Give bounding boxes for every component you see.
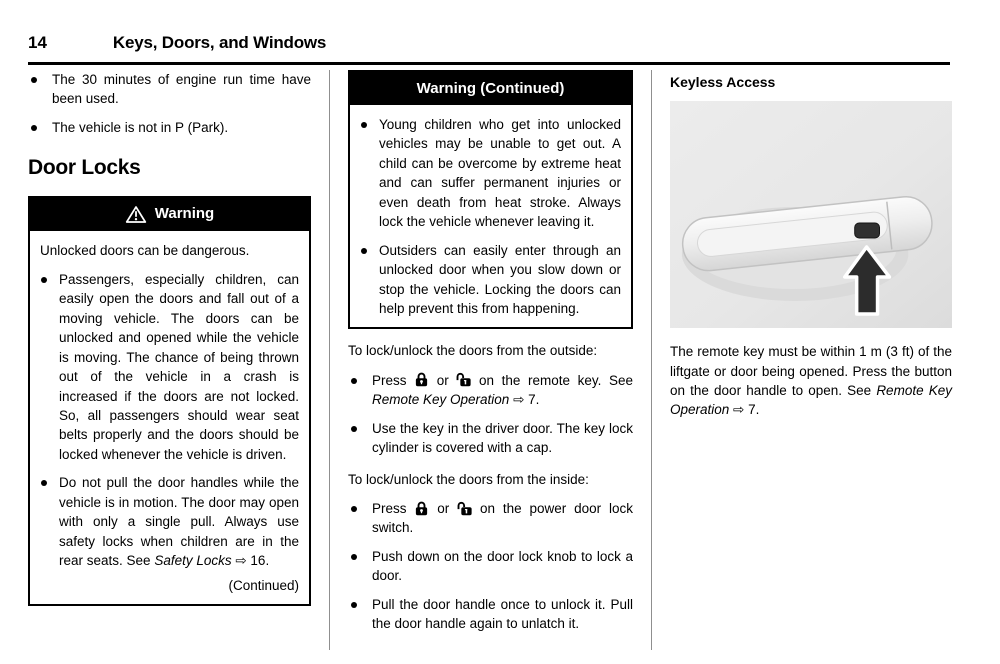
outside-bullet-list: [348, 371, 633, 458]
text-run: or: [429, 501, 458, 516]
text-run: Remote Key Operation: [372, 392, 510, 408]
door-handle-figure: [670, 101, 952, 328]
text-run: Press: [372, 501, 415, 516]
warning-intro: Unlocked doors can be dangerous.: [40, 242, 250, 258]
lock-open-icon: [457, 501, 472, 516]
section-heading-door-locks: Door Locks: [28, 156, 141, 180]
warning-continued-bullet-list: [360, 115, 621, 318]
warning-bullet-list: [40, 270, 299, 571]
text-run: The 30 minutes of engine run time have been used.: [52, 72, 311, 107]
continued-label: (Continued): [228, 577, 299, 593]
lock-open-icon: [456, 372, 471, 387]
lock-closed-icon: [414, 372, 429, 387]
page-title: Keys, Doors, and Windows: [112, 32, 327, 52]
left-column: [28, 70, 311, 650]
column-divider: [651, 70, 652, 650]
text-run: The vehicle is not in P (Park).: [52, 119, 229, 135]
text-run: ⇨ 7.: [729, 402, 760, 418]
middle-column: [348, 70, 633, 650]
intro-bullet-list: [28, 70, 311, 137]
list-item: [40, 473, 299, 570]
text-run: Press: [372, 372, 415, 388]
text-run: Young children who get into unlocked vehicles may be unable to get out. A child can be overcome by extreme heat and can suffer permanent injuries or even death from heat stroke. Always lock the vehicle whenever leaving it.: [379, 117, 621, 230]
outside-lead-text: To lock/unlock the doors from the outside:: [348, 343, 598, 359]
inside-lead-text: To lock/unlock the doors from the inside:: [348, 471, 589, 487]
text-run: The remote key must be within 1 m (3 ft) of the liftgate or door being opened. Press the button on the door handle to open. See: [670, 344, 952, 399]
page-number: 14: [28, 32, 47, 52]
warning-box: [28, 196, 311, 606]
text-run: on the remote key. See: [471, 372, 633, 388]
text-run: Safety Locks: [154, 553, 232, 569]
warning-continued-body: [350, 105, 631, 327]
warning-continued-box: [348, 70, 633, 329]
door-handle-illustration: [670, 101, 952, 328]
list-item: [28, 118, 311, 137]
warning-box-title: Warning: [154, 205, 215, 223]
text-run: Pull the door handle once to unlock it. Pull the door handle again to unlatch it.: [372, 596, 633, 632]
text-run: ⇨ 7.: [509, 392, 540, 408]
text-run: Push down on the door lock knob to lock a door.: [372, 548, 633, 584]
text-run: Passengers, especially children, can easily open the doors and fall out of a moving vehicle. The doors can be unlocked and opened while the vehicle is moving. The chance of being thrown out of the vehicle in a crash is increased if the doors are not locked. So, all passengers should wear seat belts properly and the doors should be locked whenever the vehicle is driven.: [59, 271, 299, 462]
list-item: [28, 70, 311, 109]
warning-continued-title: Warning (Continued): [416, 79, 565, 97]
page-header: [28, 0, 950, 65]
text-run: Do not pull the door handles while the vehicle is in motion. The door may open with only a single pull. Always use safety locks when children are in the rear seats. See: [59, 475, 299, 569]
text-run: ⇨ 16.: [231, 553, 270, 569]
list-item: [348, 595, 633, 634]
warning-box-header: [30, 198, 309, 231]
keyless-entry-button: [855, 223, 880, 238]
list-item: [348, 499, 633, 538]
list-item: [348, 547, 633, 586]
lock-closed-icon: [414, 501, 429, 516]
text-run: on the power door lock switch.: [372, 501, 633, 536]
text-run: Use the key in the driver door. The key lock cylinder is covered with a cap.: [372, 420, 633, 456]
right-column: [670, 70, 952, 650]
keyless-access-caption: [670, 342, 952, 420]
list-item: [360, 241, 621, 319]
inside-bullet-list: [348, 499, 633, 634]
warning-continued-header: [350, 72, 631, 105]
warning-box-body: [30, 231, 309, 604]
warning-triangle-icon: [125, 205, 147, 224]
text-run: Remote Key Operation: [670, 383, 952, 418]
list-item: [348, 371, 633, 410]
text-run: or: [429, 372, 457, 388]
list-item: [360, 115, 621, 232]
section-heading-keyless-access: Keyless Access: [670, 74, 776, 90]
content-columns: [28, 70, 952, 650]
list-item: [348, 419, 633, 458]
text-run: Outsiders can easily enter through an unlocked door when you slow down or stop the vehicle. Locking the doors can help prevent this from happening.: [379, 242, 621, 316]
list-item: [40, 270, 299, 464]
column-divider: [329, 70, 330, 650]
